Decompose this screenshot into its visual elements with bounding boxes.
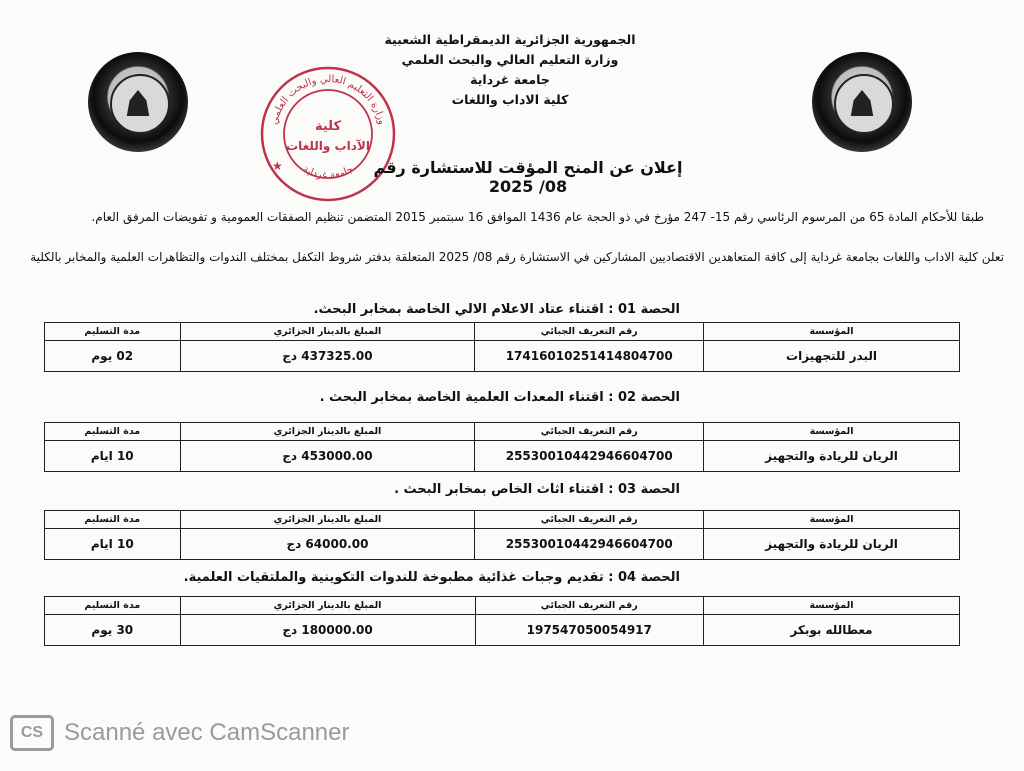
delivery-cell: 30 يوم [45,615,181,646]
col-institution-header: المؤسسة [704,423,960,441]
lot-table [44,422,960,472]
lot-title: الحصة 04 : تقديم وجبات غذائية مطبوخة للندوات التكوينية والملتقيات العلمية. [183,570,680,585]
tax-id-cell: 25530010442946604700 [475,529,704,560]
tax-id-cell: 25530010442946604700 [475,441,704,472]
lot-title: الحصة 03 : اقتناء اثاث الخاص بمخابر البحث . [394,482,680,497]
lot-table [44,322,960,372]
amount-cell: 437325.00 دج [180,341,475,372]
watermark-text: Scanné avec CamScanner [64,719,350,746]
col-institution-header: المؤسسة [704,323,960,341]
header-republic: الجمهورية الجزائرية الديمقراطية الشعبية [384,32,636,47]
tax-id-cell: 197547050054917 [475,615,704,646]
announcement-paragraph: تعلن كلية الاداب واللغات بجامعة غرداية إلى كافة المتعاهدين الاقتصاديين المشاركين في الاستشارة رقم 08/ 2025 المتعلقة بدفتر شروط التكفل بمختلف الندوات والتظاهرات العلمية والمخابر بالكلية [30,250,1004,264]
col-amount-header: المبلغ بالدينار الجزائري [180,423,475,441]
col-tax-id-header: رقم التعريف الجبائي [475,423,704,441]
col-tax-id-header: رقم التعريف الجبائي [475,511,704,529]
col-tax-id-header: رقم التعريف الجبائي [475,597,704,615]
delivery-cell: 10 ايام [45,529,181,560]
lot-title: الحصة 01 : اقتناء عتاد الاعلام الالي الخاصة بمخابر البحث. [313,302,680,317]
stamp-bottom-text: جامعة غرداية [300,163,356,182]
institution-cell: البدر للتجهيزات [704,341,960,372]
col-institution-header: المؤسسة [704,597,960,615]
stamp-ring-text: وزارة التعليم العالي والبحث العلمي [268,73,388,126]
col-amount-header: المبلغ بالدينار الجزائري [180,597,475,615]
institution-cell: معطالله بوبكر [704,615,960,646]
col-delivery-header: مدة التسليم [45,597,181,615]
left-emblem-icon [88,52,188,152]
header-ministry: وزارة التعليم العالي والبحث العلمي [401,52,619,67]
institution-cell: الريان للريادة والتجهيز [704,529,960,560]
svg-text:جامعة غرداية [301,164,355,181]
col-tax-id-header: رقم التعريف الجبائي [475,323,704,341]
institution-cell: الريان للريادة والتجهيز [704,441,960,472]
lot-table [44,510,960,560]
col-amount-header: المبلغ بالدينار الجزائري [180,511,475,529]
header-faculty: كلية الاداب واللغات [451,92,569,107]
col-amount-header: المبلغ بالدينار الجزائري [180,323,475,341]
stamp-center-line1: كلية [314,119,342,134]
amount-cell: 453000.00 دج [180,441,475,472]
lot-table [44,596,960,646]
announcement-title: إعلان عن المنح المؤقت للاستشارة رقم 08/ 2025 [373,158,683,196]
col-delivery-header: مدة التسليم [45,323,181,341]
header-university: جامعة غرداية [470,72,550,87]
right-emblem-icon [812,52,912,152]
legal-reference-paragraph: طبقا للأحكام المادة 65 من المرسوم الرئاسي رقم 15- 247 مؤرخ في ذو الحجة عام 1436 الموافق 16 سبتمبر 2015 المتضمن تنظيم الصفقات العمومية و تفويضات المرفق العام. [91,210,984,224]
col-institution-header: المؤسسة [704,511,960,529]
camscanner-watermark [10,715,350,751]
amount-cell: 180000.00 دج [180,615,475,646]
lot-title: الحصة 02 : اقتناء المعدات العلمية الخاصة بمخابر البحث . [319,390,680,405]
stamp-center-line2: الآداب واللغات [286,139,370,153]
camscanner-logo-icon: CS [10,715,54,751]
stamp-star-icon: ★ [272,159,283,173]
tax-id-cell: 1741601025141480470​0 [475,341,704,372]
delivery-cell: 02 يوم [45,341,181,372]
amount-cell: 64000.00 دج [180,529,475,560]
col-delivery-header: مدة التسليم [45,423,181,441]
delivery-cell: 10 ايام [45,441,181,472]
col-delivery-header: مدة التسليم [45,511,181,529]
